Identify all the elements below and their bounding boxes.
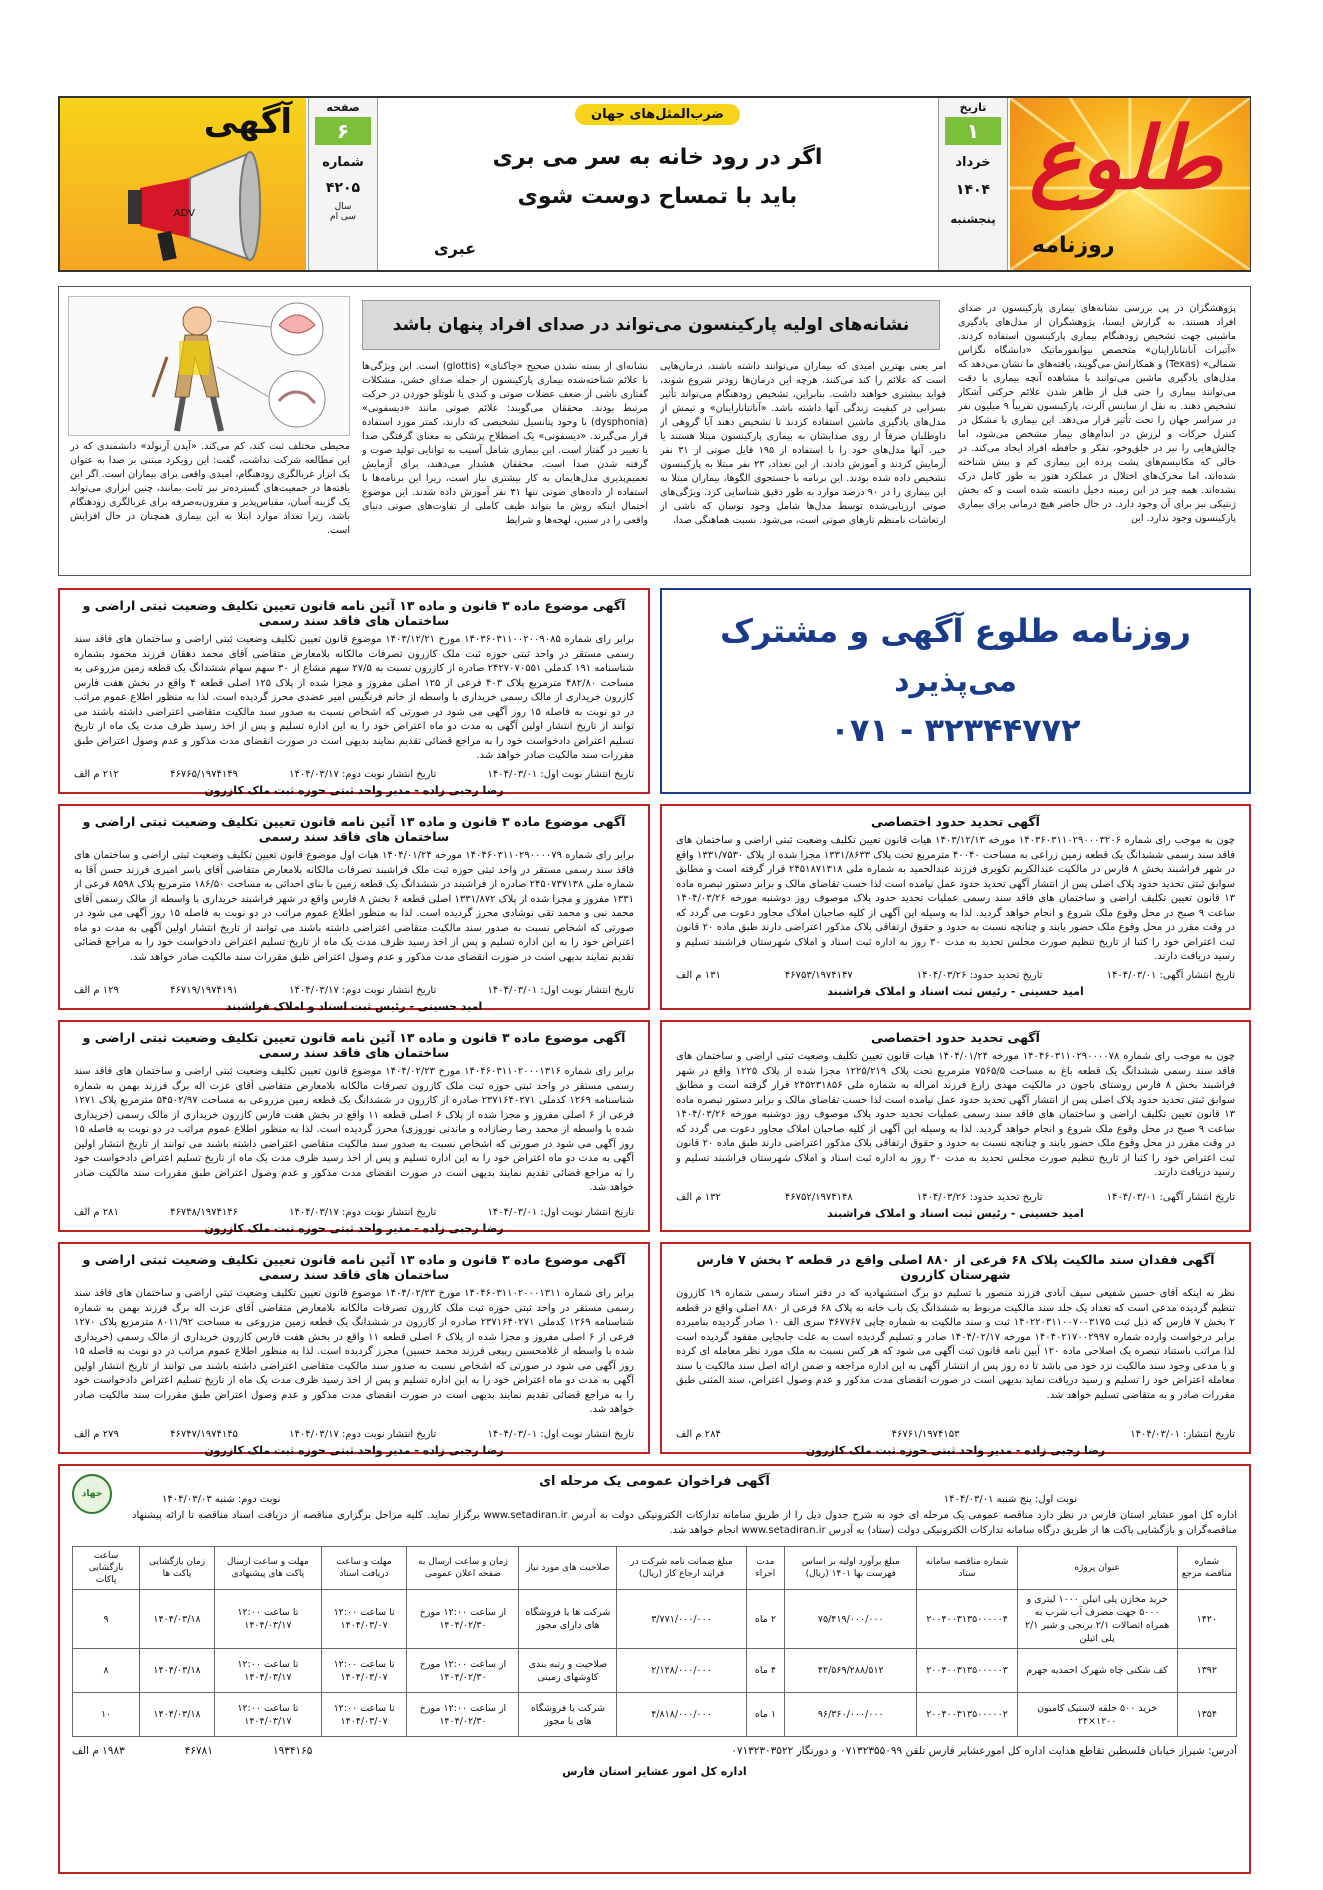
tender-column-header: مهلت و ساعت دریافت اسناد [321,1547,407,1590]
tender-column-header: مبلغ برآورد اولیه بر اساس فهرست بها ۱۴۰۱ (ریال) [785,1547,917,1590]
tender-cell: صلاحیت و رتبه بندی کاوشهای زمینی [519,1649,617,1693]
tender-column-header: صلاحیت های مورد نیاز [519,1547,617,1590]
tender-turns [72,1494,1237,1505]
ad-date-1: تاریخ انتشار نوبت اول: ۱۴۰۴/۰۳/۰۱ [487,985,634,996]
ad-meta [74,985,634,996]
tender-cell: ۱۳۵۴ [1177,1693,1236,1737]
section-title: آگهی [203,102,292,142]
tender-cell: تا ساعت ۱۲:۰۰ ۱۴۰۴/۰۳/۱۷ [214,1693,321,1737]
tender-cell: تا ساعت ۱۲:۰۰ ۱۴۰۴/۰۳/۰۷ [321,1649,407,1693]
subscriber-ad [660,588,1251,794]
tender-signer: اداره کل امور عشایر استان فارس [562,1765,747,1778]
ad-title: آگهی تحدید حدود اختصاصی [871,814,1040,829]
article-column-3: نشانه‌ای از بسته نشدن صحیح «چاکنای» (glottis) است. این ویژگی‌ها با علائم شناخته‌شده بیماری پارکینسون از جمله صدای خشن، مشکلات گفتاری ناشی از ضعف عضلات صوتی و کندی یا تلوتلو خوردن در حرکت مرتبط بودند. محققان می‌گویند: علائم صوتی مانند «دیسفونی» (dysphonia) با وجود پتانسیل تشخیصی که دارند، کمتر مورد استفاده قرار می‌گیرند. «دیسفونی» یک اصطلاح پزشکی به معنای گرفتگی صدا یا تغییر در گفتار است. این بیماری شامل آسیب به توانایی تولید صوت و گرفته شدن صدا است. محققان هشدار می‌دهند، برای آزمایش تعمیم‌پذیری مدل‌هایمان به کار بیشتری نیاز است، زیرا این برنامه‌ها با استفاده از داده‌های صوتی تنها ۳۱ نفر آموزش داده شدند. این موضوع احتمال اینکه روش ما بتواند طیف کاملی از تفاوت‌های صوتی دنیای واقعی را در سنین، لهجه‌ها و شرایط [362,361,648,526]
ad-title: آگهی موضوع ماده ۳ قانون و ماده ۱۳ آئین نامه قانون تعیین تکلیف وضعیت ثبتی اراضی و ساختمان های فاقد سند رسمی [82,1252,626,1282]
tender-turn-1: نوبت اول: پنج شنبه ۱۴۰۴/۰۳/۰۱ [943,1494,1077,1505]
subscriber-line-1: روزنامه طلوع آگهی و مشترک [720,612,1191,650]
tender-cell: شرکت ها یا فروشگاه های دارای مجوز [519,1590,617,1649]
tender-ref: ۱۹۸۳ م الف [72,1745,125,1757]
proverb-line-2: باید با تمساح دوست شوی [517,184,798,209]
ad-body: برابر رای شماره ۱۴۰۴۶۰۳۱۱۰۲۹۰۰۰۰۷۹ مورخه ۱۴۰۴/۰۱/۲۴ هیات اول موضوع قانون تعیین تکلیف وضعیت ثبتی اراضی و ساختمان های فاقد سند رسمی مستقر در واحد ثبتی حوزه ثبت ملک فراشبند تصرفات مالکانه بلامعارض متقاضی آقای یاسر امیری فرزند حسن آقا به شماره ملی ۲۴۵۰۷۳۷۱۳۸ صادره از فراشبند در ششدانگ یک قطعه زمین با بنای احداثی به مساحت ۱۸۶/۵۰ مترمربع پلاک ۸۵۹۸ فرعی از ۱۳۳۱ مفروز و مجزا شده از پلاک ۱۳۳۱/۸۷۲ اصلی قطعه ۶ بخش ۸ فارس واقع در شهر فراشبند خریداری با واسطه از مالک رسمی آقای محمد نبی و محمد تقی نوشادی محرز گردیده است. لذا به منظور اطلاع عموم مراتب در دو نوبت به فاصله ۱۵ روز آگهی می شود در صورتی که اشخاص نسبت به صدور سند مالکیت متقاضی اعتراضی داشته باشند می توانند از تاریخ انتشار اولین آگهی به مدت دو ماه اعتراض خود را به این اداره تسلیم و پس از اخذ رسید ظرف مدت یک ماه از تاریخ تسلیم اعتراض دادخواست خود را به مراجع قضائی تقدیم نمایند بدیهی است در صورت انقضای مدت مذکور و عدم وصول اعتراض طبق مقررات سند مالکیت صادر خواهد شد. [74,850,634,963]
proverb-badge: ضرب‌المثل‌های جهان [575,104,740,125]
ad-body: برابر رای شماره ۱۴۰۳۶۰۳۱۱۰۰۲۰۰۹۰۸۵ مورخ ۱۴۰۳/۱۲/۲۱ موضوع قانون تعیین تکلیف وضعیت ثبتی اراضی و ساختمان های فاقد سند رسمی مستقر در واحد ثبتی حوزه ثبت ملک کازرون تصرفات مالکانه بلامعارض متقاضی آقای محمد دهقان فرزند محمود بشماره شناسنامه ۱۹۱ کدملی ۲۴۲۷۰۷۰۵۵۱ صادره از کازرون نسبت به ۲۷/۵ سهم مشاع از ۳۰ سهم سهام ششدانگ یک قطعه زمین مزروعی به مساحت ۴۸۲/۸۰ مترمربع پلاک ۴۰۳ فرعی از ۱۲۵ اصلی مفروز و مجزا شده از پلاک ۱۲۵ اصلی قطعه ۴ واقع در بخش هفت فارس کازرون خریداری از مالک رسمی خریداری با واسطه از خانم فرنگیس امیر عضدی محرز گردیده است. لذا به منظور اطلاع عموم مراتب در دو نوبت به فاصله ۱۵ روز آگهی می شود در صورتی که اشخاص نسبت به صدور سند مالکیت متقاضی اعتراضی داشته باشند می توانند از تاریخ انتشار اولین آگهی به مدت دو ماه اعتراض خود را به این اداره تسلیم و پس از اخذ رسید ظرف مدت یک ماه از تاریخ تسلیم اعتراض دادخواست خود را به مراجع قضائی تقدیم نمایند بدیهی است در صورت انقضای مدت مذکور و عدم وصول اعتراض طبق مقررات سند مالکیت صادر خواهد شد. [74,634,634,761]
tender-column-header: مبلغ ضمانت نامه شرکت در فرایند ارجاع کار (ریال) [617,1547,746,1590]
ad-signer: امید حسینی - رئیس ثبت اسناد و املاک فراشبند [827,1207,1084,1220]
ad-ref: ۲۱۲ م الف [74,769,119,780]
tender-cell: ۱۰ [73,1693,140,1737]
date-label: تاریخ [959,101,987,114]
tender-cell: تا ساعت ۱۲:۰۰ ۱۴۰۴/۰۳/۰۷ [321,1693,407,1737]
tender-code-2: ۴۶۷۸۱ [184,1745,213,1757]
tender-turn-2: نوبت دوم: شنبه ۱۴۰۴/۰۳/۰۳ [162,1494,281,1505]
tender-cell: از ساعت ۱۲:۰۰ مورخ ۱۴۰۴/۰۲/۳۰ [407,1649,519,1693]
tender-cell: از ساعت ۱۲:۰۰ مورخ ۱۴۰۴/۰۲/۳۰ [407,1590,519,1649]
ad-date-1: تاریخ انتشار نوبت اول: ۱۴۰۴/۰۳/۰۱ [487,1207,634,1218]
article-illustration [68,296,350,436]
ad-code: ۴۶۷۵۲/۱۹۷۴۱۴۸ [784,1192,853,1203]
ad-signer: امید حسینی - رئیس ثبت اسناد و املاک فراشبند [225,1000,483,1013]
svg-text:ADV: ADV [173,208,195,219]
proverb-origin: عبری [434,239,477,258]
megaphone-icon [120,148,270,266]
ad-card-2 [58,804,650,1013]
tender-cell: ۱ ماه [746,1693,784,1737]
tender-cell: خرید ۵۰۰ حلقه لاستیک کامیون ۱۲۰۰×۲۴ [1017,1693,1177,1737]
logo-main-text: طلوع [1029,108,1222,209]
ad-body: برابر رای شماره ۱۴۰۴۶۰۳۱۱۰۲۰۰۰۱۳۱۶ مورخ ۱۴۰۴/۰۲/۲۳ موضوع قانون تعیین تکلیف وضعیت ثبتی اراضی و ساختمان های فاقد سند رسمی مستقر در واحد ثبتی حوزه ثبت ملک کازرون تصرفات مالکانه بلامعارض متقاضی آقای عزت اله برگ فرزند بهمن به شماره شناسنامه ۱۲۶۹ کدملی ۲۳۷۱۶۴۰۲۷۱ صادره از کازرون در ششدانگ یک قطعه زمین مزروعی به مساحت ۵۴۵۰۲/۹۷ مترمربع پلاک ۱۲۷۱ فرعی از ۶ اصلی مفروز و مجزا شده از پلاک ۶ اصلی قطعه ۱۱ واقع در بخش هفت فارس کازرون خریداری از مالک رسمی (خریداری شده با واسطه از محمد رضا رضازاده و ماندنی نوروزی) محرز گردیده است. لذا به منظور اطلاع عموم مراتب در دو نوبت به فاصله ۱۵ روز آگهی می شود در صورتی که اشخاص نسبت به صدور سند مالکیت متقاضی اعتراضی داشته باشند می توانند از تاریخ انتشار اولین آگهی به مدت دو ماه اعتراض خود را به این اداره تسلیم و پس از اخذ رسید ظرف مدت یک ماه از تاریخ تسلیم اعتراض دادخواست خود را به مراجع قضائی تقدیم نمایند بدیهی است در صورت انقضای مدت مذکور و عدم وصول اعتراض طبق مقررات سند مالکیت صادر خواهد شد. [74,1066,634,1193]
tender-cell: ۹ [73,1590,140,1649]
issue-number: ۴۲۰۵ [325,180,361,196]
ad-date-2: تاریخ انتشار نوبت دوم: ۱۴۰۴/۰۳/۱۷ [289,1429,437,1440]
ad-ref: ۲۸۴ م الف [676,1429,721,1440]
ad-meta [676,1429,1235,1440]
tender-cell: ۱۴۲۰ [1177,1590,1236,1649]
tender-column-header: مهلت و ساعت ارسال پاکت های پیشنهادی [214,1547,321,1590]
logo-small-text: روزنامه [1032,233,1115,258]
date-day: ۱ [945,117,1001,145]
ad-meta [676,1192,1235,1203]
tender-cell: ۲ ماه [746,1590,784,1649]
tender-cell: ۳/۷۷۱/۰۰۰/۰۰۰ [617,1590,746,1649]
volume-value: سی ام [330,212,356,222]
tender-intro: اداره کل امور عشایر استان فارس در نظر دارد مناقصه عمومی یک مرحله ای خود به شرح جدول ذیل را از طریق سامانه تدارکات الکترونیکی دولت به آدرس www.setadiran.ir برگزار نماید. کلیه مراحل برگزاری مناقصه از دریافت اسناد مناقصه تا ارائه پیشنهاد مناقصه‌گران و بازگشایی پاکت ها از طریق درگاه سامانه تدارکات الکترونیکی دولت (ستاد) به آدرس www.setadiran.ir انجام خواهد شد. [132,1510,1237,1536]
proverb-line-1: اگر در رود خانه به سر می بری [492,145,823,170]
tender-cell: ۸ [73,1649,140,1693]
tender-cell: ۱۴۰۴/۰۳/۱۸ [140,1590,215,1649]
tender-cell: تا ساعت ۱۲:۰۰ ۱۴۰۴/۰۳/۱۷ [214,1590,321,1649]
tender-cell: تا ساعت ۱۲:۰۰ ۱۴۰۴/۰۳/۱۷ [214,1649,321,1693]
tender-code-1: ۱۹۳۴۱۶۵ [272,1745,313,1757]
ad-date-2: تاریخ تحدید حدود: ۱۴۰۴/۰۳/۲۶ [916,970,1043,981]
ad-title: آگهی تحدید حدود اختصاصی [871,1030,1040,1045]
section-badge [60,98,306,270]
tender-cell: ۴۲/۵۶۹/۲۸۸/۵۱۲ [785,1649,917,1693]
ad-title: آگهی موضوع ماده ۳ قانون و ماده ۱۳ آئین نامه قانون تعیین تکلیف وضعیت ثبتی اراضی و ساختمان های فاقد سند رسمی [82,598,626,628]
ad-body: برابر رای شماره ۱۴۰۴۶۰۳۱۱۰۲۰۰۰۱۳۱۱ مورخ ۱۴۰۴/۰۲/۲۳ موضوع قانون تعیین تکلیف وضعیت ثبتی اراضی و ساختمان های فاقد سند رسمی مستقر در واحد ثبتی حوزه ثبت ملک کازرون تصرفات مالکانه بلامعارض متقاضی آقای عزت اله برگ فرزند بهمن به شماره شناسنامه ۱۲۶۹ کدملی ۲۳۷۱۶۴۰۲۷۱ صادره از کازرون در ششدانگ یک قطعه زمین مزروعی به مساحت ۸۰۱۱/۹۲ مترمربع پلاک ۱۲۷۰ فرعی از ۶ اصلی مفروز و مجزا شده از پلاک ۶ اصلی قطعه ۱۱ واقع در بخش هفت فارس کازرون خریداری از مالک رسمی (خریداری شده با واسطه از غلامحسین ربیعی فرزند محمد حسین) محرز گردیده است. لذا به منظور اطلاع عموم مراتب در دو نوبت به فاصله ۱۵ روز آگهی می شود در صورتی که اشخاص نسبت به صدور سند مالکیت متقاضی اعتراضی داشته باشند می توانند از تاریخ انتشار اولین آگهی به مدت دو ماه اعتراض خود را به این اداره تسلیم و پس از اخذ رسید ظرف مدت یک ماه از تاریخ تسلیم اعتراض دادخواست خود را به مراجع قضائی تقدیم نمایند بدیهی است در صورت انقضای مدت مذکور و عدم وصول اعتراض طبق مقررات سند مالکیت صادر خواهد شد. [74,1288,634,1415]
tender-title: آگهی فراخوان عمومی یک مرحله ای [539,1474,770,1489]
tender-table-body [73,1590,1237,1737]
ad-date-1: تاریخ انتشار نوبت اول: ۱۴۰۴/۰۳/۰۱ [487,1429,634,1440]
tender-cell: ۲۰۰۴۰۰۳۱۳۵۰۰۰۰۰۳ [917,1649,1017,1693]
ad-meta [74,1429,634,1440]
date-weekday: پنجشنبه [950,212,996,226]
ad-date-1: تاریخ انتشار آگهی: ۱۴۰۴/۰۳/۰۱ [1106,1192,1235,1203]
article-column-2: امر یعنی بهترین امیدی که بیماران می‌توانند داشته باشند، درمان‌هایی است که علائم را کند می‌کنند. هرچه این درمان‌ها زودتر شروع شوند، فواید بیشتری خواهند داشت. بنابراین، تشخیص زودهنگام می‌تواند تأثیر بسزایی در کیفیت زندگی آنها داشته باشد. «آنانتاناراینان» و تیمش از مدل‌های یادگیری ماشین استفاده کردند تا تشخیص دهند آیا گروهی از داوطلبان صرفاً از روی صدایشان به بیماری پارکینسون مبتلا هستند یا خیر. آنها مدل‌های خود را با استفاده از ۱۹۵ فایل صوتی از ۳۱ نفر آزمایش کردند و آموزش دادند. از این تعداد، ۲۳ نفر مبتلا به پارکینسون تشخیص داده شده بودند. این برنامه با جستجوی الگوها، بیماران مبتلا به این بیماری را در ۹۰ درصد موارد به طور دقیق شناسایی کرد. ویژگی‌های صوتی ارزیابی‌شده توسط مدل‌ها شامل وجود نوسان که ناشی از ارتعاشات نامنظم تارهای صوتی است، می‌شود. نسبت هماهنگی صدا، [660,361,946,526]
ad-code: ۴۶۷۶۱/۱۹۷۴۱۵۳ [891,1429,960,1440]
ad-code: ۴۶۷۱۹/۱۹۷۴۱۹۱ [170,985,238,996]
tender-cell: ۱۳۹۲ [1177,1649,1236,1693]
tender-cell: تا ساعت ۱۲:۰۰ ۱۴۰۴/۰۳/۰۷ [321,1590,407,1649]
article-column-4: محیطی مختلف ثبت کند، کم می‌کند. «آیدن آرنولد» دانشمندی که در این مطالعه شرکت نداشت، گفت: این رویکرد مبتنی بر صدا به عنوان یک ابزار غربالگری زودهنگام، امیدی واقعی برای بیماران است. اگر این یافته‌ها در جمعیت‌های گسترده‌تر نیز ثابت بمانند، چنین ابزاری می‌تواند یک گزینه آسان، مقیاس‌پذیر و مقرون‌به‌صرفه برای غربالگری زودهنگام باشد، زیرا تعداد موارد ابتلا به این بیماری همچنان در حال افزایش است. [70,441,350,536]
tender-table [72,1546,1237,1737]
tender-column-header: ساعت بازگشایی پاکات [73,1547,140,1590]
ad-title: آگهی موضوع ماده ۳ قانون و ماده ۱۳ آئین نامه قانون تعیین تکلیف وضعیت ثبتی اراضی و ساختمان های فاقد سند رسمی [82,1030,626,1060]
issue-label: شماره [322,155,364,170]
ad-date-1: تاریخ انتشار نوبت اول: ۱۴۰۴/۰۳/۰۱ [487,769,634,780]
ad-card-4 [58,1020,650,1235]
ad-ref: ۲۷۹ م الف [74,1429,119,1440]
page-label: صفحه [326,101,360,114]
tender-cell: ۹۶/۳۶۰/۰۰۰/۰۰۰ [785,1693,917,1737]
tender-address: آدرس: شیراز خیابان فلسطین تقاطع هدایت اداره کل امورعشایر فارس تلفن ۰۷۱۳۲۳۵۵۰۹۹ و دورنگار ۰۷۱۳۲۳۰۳۵۲۲ [731,1745,1237,1757]
volume-label: سال [334,202,352,212]
tender-column-header: زمان بازگشایی پاکت ها [140,1547,215,1590]
ad-card-7 [660,1242,1251,1457]
page-number: ۶ [315,117,371,145]
tender-header-row [73,1547,1237,1590]
ad-code: ۴۶۷۵۳/۱۹۷۴۱۴۷ [784,970,853,981]
tender-cell: از ساعت ۱۲:۰۰ مورخ ۱۴۰۴/۰۲/۳۰ [407,1693,519,1737]
ad-ref: ۲۸۱ م الف [74,1207,119,1218]
logo [1010,98,1250,270]
ad-card-1 [58,588,650,797]
tender-cell: ۲۰۰۴۰۰۳۱۳۵۰۰۰۰۰۲ [917,1693,1017,1737]
article-title: نشانه‌های اولیه پارکینسون می‌تواند در صدای افراد پنهان باشد [392,315,910,335]
tender-cell: خرید مخازن پلی اتیلن ۱۰۰۰ لیتری و ۵۰۰۰ جهت مصرف آب شرب به همراه اتصالات ۲/۱ برنجی و شیر ۲/۱ پلی اتیلن [1017,1590,1177,1649]
date-panel [938,98,1008,270]
tender-cell: کف شکنی چاه شهرک احمدیه جهرم [1017,1649,1177,1693]
tender-box [58,1464,1251,1874]
ad-date-2: تاریخ تحدید حدود: ۱۴۰۴/۰۳/۲۶ [916,1192,1043,1203]
ad-date-1: تاریخ انتشار: ۱۴۰۴/۰۳/۰۱ [1130,1429,1235,1440]
ad-card-5 [660,1020,1251,1232]
tender-column-header: مدت اجراء [746,1547,784,1590]
tender-column-header: عنوان پروژه [1017,1547,1177,1590]
tender-footer [72,1745,1237,1757]
issue-panel [308,98,378,270]
ad-signer: رضا رجبی زاده - مدیر واحد ثبتی حوزه ثبت ملک کازرون [805,1444,1106,1457]
tender-cell: ۲۰۰۴۰۰۳۱۳۵۰۰۰۰۰۴ [917,1590,1017,1649]
ad-code: ۴۶۷۴۸/۱۹۷۴۱۴۶ [170,1207,238,1218]
ad-title: آگهی فقدان سند مالکیت پلاک ۶۸ فرعی از ۸۸۰ اصلی واقع در قطعه ۲ بخش ۷ فارس شهرستان کازرون [696,1252,1215,1282]
tender-row [73,1693,1237,1737]
ad-signer: رضا رجبی زاده - مدیر واحد ثبتی حوزه ثبت ملک کازرون [204,784,504,797]
ad-signer: رضا رجبی زاده - مدیر واحد ثبتی حوزه ثبت ملک کازرون [204,1444,504,1457]
ad-body: نظر به اینکه آقای حسین شفیعی سیف آبادی فرزند منصور با تسلیم دو برگ استشهادیه که در دفتر اسناد رسمی شماره ۱۹ کازرون تنظیم گردیده مدعی است که تعداد یک جلد سند مالکیت مربوط به ششدانگ یک باب خانه به پلاک ۶۸ فرعی از ۸۸۰ اصلی واقع در قطعه ۲ بخش ۷ فارس که ذیل ثبت ۱۴۰۲۲۰۳۱۱۰۰۷۰۰۳۱۷۵ ثبت و سند مالکیت به شماره چاپی ۳۶۷۷۶۷ سری الف ۱۰ صادر گردیده بنامبرده برابر درخواست وارده شماره ۱۴۰۴۰۲۱۷۰۰۲۹۹۷ مورخه ۱۴۰۴/۰۲/۱۷ صادر و تسلیم گردیده است به علت جابجایی مفقود گردیده است لذا مراتب باستناد تبصره یک اصلاحی ماده ۱۲۰ آیین نامه قانون ثبت آگهی می شود که هر کس نسبت به ملک مورد نظر معامله ای کرده و یا مدعی وجود سند مالکیت نزد خود می باشد تا ده روز پس از انتشار آگهی به این اداره مراجعه و ضمن ارائه اصل سند مالکیت یا سند معامله اعتراض خود را تسلیم و رسید دریافت نماید بدیهی است در صورت انقضای مدت مذکور و عدم وصول اعتراض، سند المثنی طبق مقررات صادر و به متقاضی تسلیم خواهد شد. [676,1288,1235,1401]
ad-ref: ۱۳۱ م الف [676,970,721,981]
ad-body: چون به موجب رای شماره ۱۴۰۴۶۰۳۱۱۰۲۹۰۰۰۰۷۸ مورخه ۱۴۰۴/۰۱/۲۴ هیات قانون تعیین تکلیف وضعیت ثبتی اراضی و ساختمان های فاقد سند رسمی ششدانگ یک قطعه باغ به مساحت ۷۵۶۵/۵ مترمربع تحت پلاک ۱۲۲۵/۲۱۹ مجزا شده از پلاک ۱۲۲۵ واقع در شهر فراشبند بخش ۸ فارس روستای باجون در مالکیت مهدی زارع فرزند امراله به شماره ملی ۲۴۵۲۳۱۸۵۶ قرار گرفته است و مطابق سوابق ثبتی تحدید حدود پلاک اصلی پس از انتشار آگهی تحدید حدود عمل نیامده است لذا حسب تقاضای مالک و برابر دستور تبصره ماده ۱۳ قانون تعیین تکلیف اراضی و ساختمان های فاقد سند رسمی عملیات تحدید حدود پلاک موصوف روز دوشنبه مورخه ۱۴۰۴/۰۳/۲۶ ساعت ۹ صبح در محل وقوع ملک شروع و انجام خواهد گردید. لذا به وسیله این آگهی از کلیه صاحبان املاک مجاور دعوت می گردد که در وقت مقرر در محل وقوع ملک حضور یابند و چنانچه نسبت به حدود و حقوق ارتفاقی پلاک مذکور اعتراضی دارند طبق ماده ۲۰ قانون ثبت اعتراض خود را کتبا از تاریخ تنظیم صورت مجلس تحدید به مدت ۳۰ روز به اداره ثبت اسناد و املاک شهرستان فراشبند تسلیم و رسید دریافت دارند. [676,1051,1235,1178]
ad-date-1: تاریخ انتشار آگهی: ۱۴۰۴/۰۳/۰۱ [1106,970,1235,981]
ad-signer: رضا رجبی زاده - مدیر واحد ثبتی حوزه ثبت ملک کازرون [204,1222,504,1235]
tender-cell: ۷۵/۴۱۹/۰۰۰/۰۰۰ [785,1590,917,1649]
article-title-bar [362,300,940,350]
tender-column-header: زمان و ساعت ارسال به صفحه اعلان عمومی [407,1547,519,1590]
ad-code: ۴۶۷۶۵/۱۹۷۴۱۴۹ [170,769,238,780]
ad-code: ۴۶۷۴۷/۱۹۷۴۱۴۵ [170,1429,238,1440]
subscriber-phone: ۰۷۱ - ۳۲۳۴۴۷۷۲ [830,711,1081,749]
tender-cell: ۴ ماه [746,1649,784,1693]
tender-column-header: شماره مناقصه سامانه ستاد [917,1547,1017,1590]
tender-cell: شرکت یا فروشگاه های با مجوز [519,1693,617,1737]
ad-signer: امید حسینی - رئیس ثبت اسناد و املاک فراشبند [827,985,1084,998]
ad-date-2: تاریخ انتشار نوبت دوم: ۱۴۰۴/۰۳/۱۷ [289,769,437,780]
parkinson-illustration [67,297,349,437]
ad-ref: ۱۲۹ م الف [74,985,119,996]
ad-date-2: تاریخ انتشار نوبت دوم: ۱۴۰۴/۰۳/۱۷ [289,985,437,996]
subscriber-line-2: می‌پذیرد [894,664,1017,699]
ad-meta [74,1207,634,1218]
tender-codes [72,1745,312,1757]
date-year: ۱۴۰۴ [955,182,991,198]
tender-logo [72,1474,112,1514]
tender-cell: ۱۴۰۴/۰۳/۱۸ [140,1649,215,1693]
ad-date-2: تاریخ انتشار نوبت دوم: ۱۴۰۴/۰۳/۱۷ [289,1207,437,1218]
proverb-panel [380,100,935,268]
tender-row [73,1649,1237,1693]
article-column-1: پژوهشگران در پی بررسی نشانه‌های بیماری پارکینسون در صدای افراد هستند. به گزارش ایسنا، پژوهشگران از مدل‌های یادگیری ماشینی جهت تشخیص زودهنگام بیماری پارکینسون استفاده کردند. «آتیرات آنانتاناراینان» متخصص بیوانفورماتیک «دانشگاه نگزاس شمالی» (Texas) و همکارانش می‌گویند، یافته‌های ما نشان می‌دهد که مدل‌های یادگیری ماشین می‌توانند با مشاهده آنچه بیماری با دقت می‌توانند بیماری را حتی قبل از ظاهر شدن علائم حرکتی آشکار تشخیص دهند. به نقل از ساینس آلرت، پارکینسون تقریباً ۹ میلیون نفر در سراسر جهان را تحت تأثیر قرار می‌دهد. این بیماری با مشکل در کنترل حرکات و لرزش در اندام‌های بیمار مشخص می‌شود، اما چالش‌هایی را نیز در خلق‌وخو، تفکر و حافظه افراد ایجاد می‌کند. در حالی که مکانیسم‌های پشت پرده این بیماری کم و بیش شناخته شده‌اند، اما محرک‌های اختلال در عملکرد هنوز به طور کامل درک نشده‌اند. همه چیز در این زمینه دخیل دانسته شده است و که بخش ژنتیکی نیز برای آن وجود دارد. در حال حاضر هیچ درمانی برای بیماری پارکینسون وجود ندارد. این [958,303,1236,524]
date-month: خرداد [955,155,991,170]
ad-meta [74,769,634,780]
tender-cell: ۴/۸۱۸/۰۰۰/۰۰۰ [617,1693,746,1737]
ad-meta [676,970,1235,981]
tender-column-header: شماره مناقصه مرجع [1177,1547,1236,1590]
ad-title: آگهی موضوع ماده ۳ قانون و ماده ۱۳ آئین نامه قانون تعیین تکلیف وضعیت ثبتی اراضی و ساختمان های فاقد سند رسمی [82,814,626,844]
ad-ref: ۱۳۲ م الف [676,1192,721,1203]
tender-row [73,1590,1237,1649]
tender-logo-text: جهاد [81,1489,103,1499]
ad-card-6 [58,1242,650,1457]
ad-body: چون به موجب رای شماره ۱۴۰۳۶۰۳۱۱۰۲۹۰۰۰۳۲۰۶ مورخه ۱۴۰۳/۱۲/۱۳ هیات قانون تعیین تکلیف وضعیت ثبتی اراضی و ساختمان های فاقد سند رسمی ششدانگ یک قطعه زمین زراعی به مساحت ۴۰۰۴۰ مترمربع تحت پلاک ۱۳۳۱/۸۶۳۳ مجزا شده از پلاک ۱۳۳۱/۷۵۳۰ واقع در شهر فراشبند بخش ۸ فارس در مالکیت عبدالکریم تکویری فرزند عبدالحمید به شماره ملی ۲۴۵۱۸۷۱۳۱۸ قرار گرفته است و مطابق سوابق ثبتی تحدید حدود پلاک اصلی پس از انتشار آگهی تحدید حدود عمل نیامده است لذا حسب تقاضای مالک و برابر دستور تبصره ماده ۱۳ قانون تعیین تکلیف اراضی و ساختمان های فاقد سند رسمی عملیات تحدید حدود پلاک موصوف روز دوشنبه مورخه ۱۴۰۴/۰۳/۲۶ ساعت ۹ صبح در محل وقوع ملک شروع و انجام خواهد گردید. لذا به وسیله این آگهی از کلیه صاحبان املاک مجاور دعوت می گردد که در وقت مقرر در محل وقوع ملک حضور یابند و چنانچه نسبت به حدود و حقوق ارتفاقی پلاک مذکور اعتراضی دارند طبق ماده ۲۰ قانون ثبت اعتراض خود را کتبا از تاریخ تنظیم صورت مجلس تحدید به مدت ۳۰ روز به اداره ثبت اسناد و املاک شهرستان فراشبند تسلیم و رسید دریافت دارند. [676,835,1235,962]
tender-cell: ۱۴۰۴/۰۳/۱۸ [140,1693,215,1737]
ad-card-3 [660,804,1251,1010]
tender-cell: ۲/۱۲۸/۰۰۰/۰۰۰ [617,1649,746,1693]
